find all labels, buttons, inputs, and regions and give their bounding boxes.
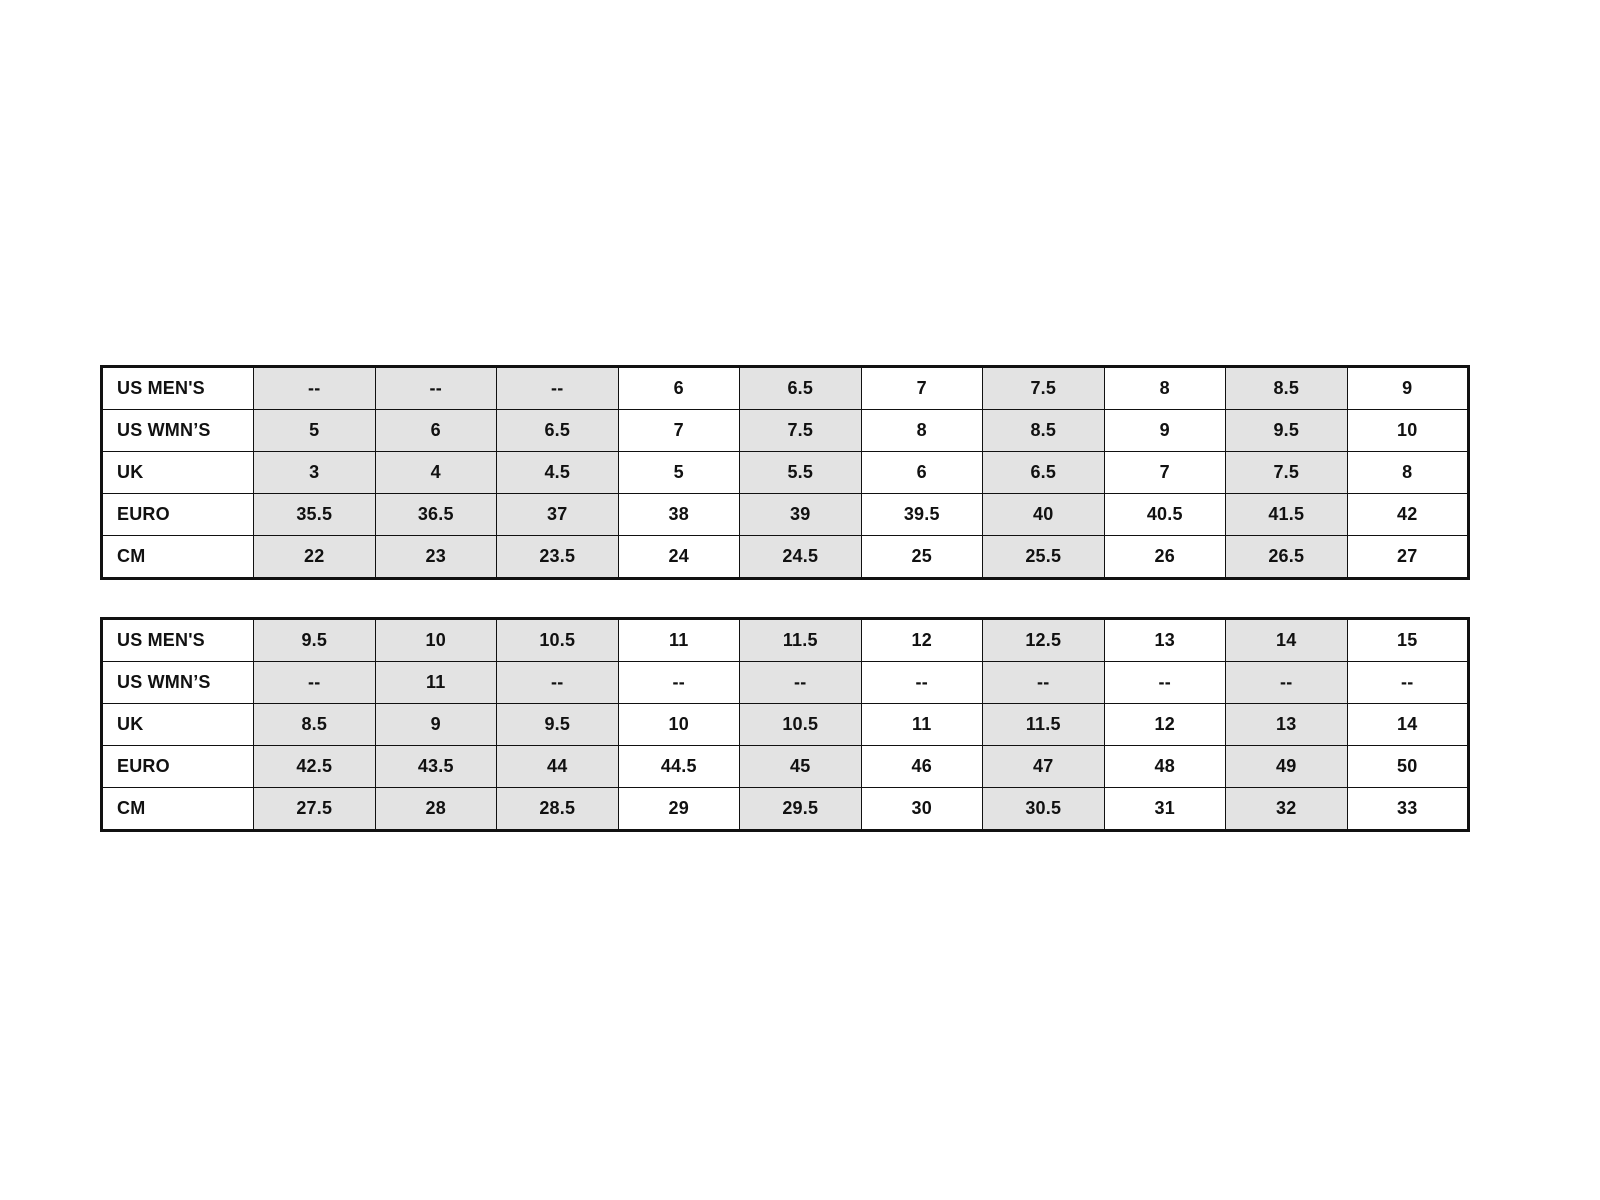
cell: 48 [1104,746,1226,788]
cell: 11.5 [740,619,862,662]
row-label-euro: EURO [102,494,254,536]
cell: 29.5 [740,788,862,831]
cell: 44 [497,746,619,788]
table-row [102,410,1469,452]
cell: 39 [740,494,862,536]
cell: 23.5 [497,536,619,579]
cell: 10 [618,704,740,746]
cell: 27 [1347,536,1469,579]
cell: 3 [254,452,376,494]
row-label-cm: CM [102,788,254,831]
table-row [102,746,1469,788]
cell: 25 [861,536,983,579]
cell: 45 [740,746,862,788]
cell: -- [254,662,376,704]
cell: 7.5 [1226,452,1348,494]
cell: 26 [1104,536,1226,579]
cell: 37 [497,494,619,536]
cell: 8.5 [254,704,376,746]
cell: 6.5 [497,410,619,452]
cell: 9.5 [1226,410,1348,452]
cell: 6.5 [740,367,862,410]
cell: 28.5 [497,788,619,831]
row-label-us-mens: US MEN'S [102,367,254,410]
cell: 43.5 [375,746,497,788]
cell: 5 [618,452,740,494]
cell: 30.5 [983,788,1105,831]
cell: 8 [1104,367,1226,410]
row-label-us-wmns: US WMN’S [102,662,254,704]
table-row [102,494,1469,536]
cell: 9.5 [254,619,376,662]
table-row [102,452,1469,494]
table-row [102,788,1469,831]
cell: 25.5 [983,536,1105,579]
cell: 29 [618,788,740,831]
cell: -- [861,662,983,704]
cell: 8.5 [983,410,1105,452]
cell: 6.5 [983,452,1105,494]
cell: 30 [861,788,983,831]
cell: 7.5 [740,410,862,452]
cell: 50 [1347,746,1469,788]
cell: 7 [861,367,983,410]
cell: 47 [983,746,1105,788]
cell: 12 [1104,704,1226,746]
cell: 9.5 [497,704,619,746]
cell: 12 [861,619,983,662]
cell: 42 [1347,494,1469,536]
cell: 36.5 [375,494,497,536]
cell: -- [618,662,740,704]
cell: 9 [1104,410,1226,452]
row-label-us-mens: US MEN'S [102,619,254,662]
cell: 40 [983,494,1105,536]
cell: 22 [254,536,376,579]
cell: 8.5 [1226,367,1348,410]
cell: 7 [618,410,740,452]
cell: 11.5 [983,704,1105,746]
cell: 8 [1347,452,1469,494]
cell: -- [740,662,862,704]
cell: -- [1226,662,1348,704]
cell: 6 [375,410,497,452]
cell: 39.5 [861,494,983,536]
cell: 31 [1104,788,1226,831]
cell: 5 [254,410,376,452]
cell: 11 [375,662,497,704]
cell: 32 [1226,788,1348,831]
cell: 6 [861,452,983,494]
cell: 35.5 [254,494,376,536]
cell: 10 [375,619,497,662]
cell: 13 [1104,619,1226,662]
cell: 14 [1347,704,1469,746]
cell: 38 [618,494,740,536]
cell: 26.5 [1226,536,1348,579]
cell: 4 [375,452,497,494]
cell: 49 [1226,746,1348,788]
cell: 46 [861,746,983,788]
cell: -- [1347,662,1469,704]
cell: 6 [618,367,740,410]
cell: -- [375,367,497,410]
cell: 23 [375,536,497,579]
cell: 7 [1104,452,1226,494]
cell: 24.5 [740,536,862,579]
cell: 5.5 [740,452,862,494]
cell: 24 [618,536,740,579]
table-row [102,704,1469,746]
cell: 10.5 [497,619,619,662]
row-label-euro: EURO [102,746,254,788]
cell: 14 [1226,619,1348,662]
cell: 42.5 [254,746,376,788]
cell: 12.5 [983,619,1105,662]
cell: -- [254,367,376,410]
row-label-uk: UK [102,452,254,494]
cell: 7.5 [983,367,1105,410]
cell: 33 [1347,788,1469,831]
cell: 8 [861,410,983,452]
size-table-large [100,617,1470,832]
row-label-us-wmns: US WMN’S [102,410,254,452]
table-row [102,367,1469,410]
cell: 44.5 [618,746,740,788]
row-label-cm: CM [102,536,254,579]
cell: 11 [861,704,983,746]
table-row [102,619,1469,662]
cell: 15 [1347,619,1469,662]
cell: 11 [618,619,740,662]
cell: 9 [375,704,497,746]
cell: 10.5 [740,704,862,746]
cell: -- [497,662,619,704]
size-chart-page [100,365,1470,832]
cell: 40.5 [1104,494,1226,536]
cell: 10 [1347,410,1469,452]
cell: 28 [375,788,497,831]
cell: -- [983,662,1105,704]
cell: 41.5 [1226,494,1348,536]
size-table-small [100,365,1470,580]
cell: -- [497,367,619,410]
cell: 4.5 [497,452,619,494]
row-label-uk: UK [102,704,254,746]
cell: 27.5 [254,788,376,831]
cell: 9 [1347,367,1469,410]
cell: -- [1104,662,1226,704]
table-row [102,536,1469,579]
cell: 13 [1226,704,1348,746]
table-row [102,662,1469,704]
